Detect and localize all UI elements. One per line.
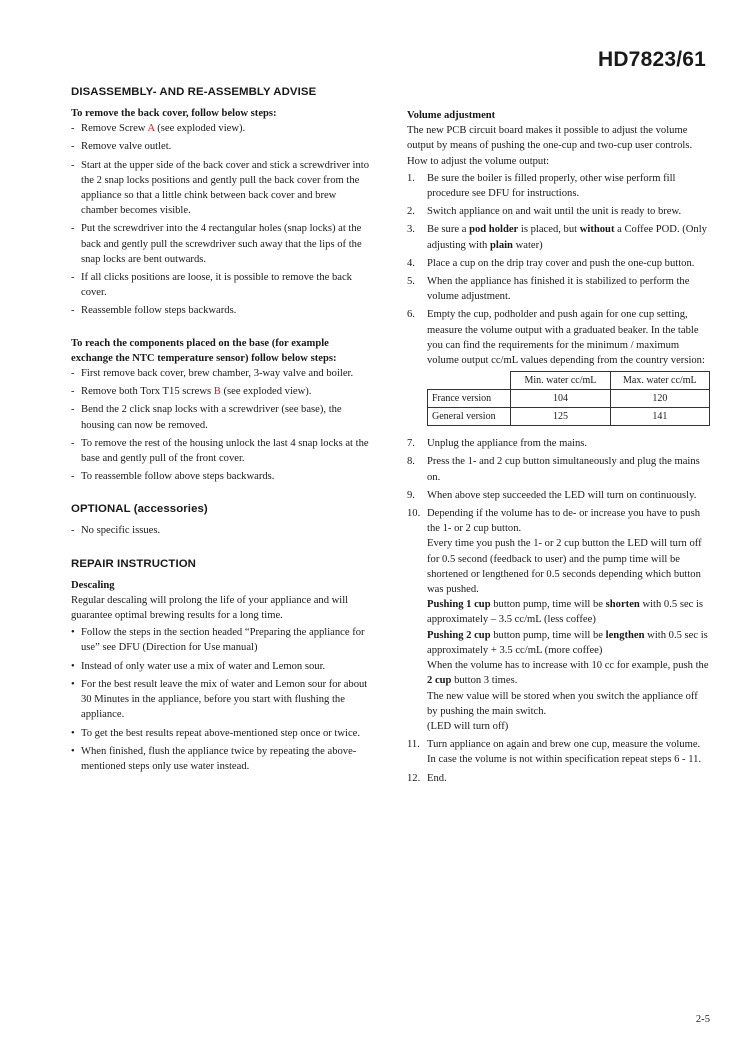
callout-letter: A <box>147 123 155 135</box>
list-item <box>71 469 371 484</box>
table-cell: 104 <box>511 390 610 408</box>
step-text-bold: Pushing 1 cup <box>427 599 491 611</box>
step-text: Empty the cup, podholder and push again for one cup setting, measure the volume output with a graduated beaker. In the table you can find the requirements for the minimum / maximum volume output cc/mL values depending from the country version: <box>427 309 705 367</box>
list-item <box>407 307 710 368</box>
step-number: 9. <box>407 489 415 501</box>
callout-letter: B <box>213 386 221 398</box>
table-cell: 120 <box>610 390 709 408</box>
list-item: - No specific issues. <box>71 523 371 538</box>
step-number: 10. <box>407 508 421 520</box>
step-text: Press the 1- and 2 cup button simultaneously and plug the mains on. <box>427 456 700 483</box>
volume-intro: The new PCB circuit board makes it possible to adjust the volume output by means of pushing the one-cup and two-cup user controls. <box>407 125 693 152</box>
section-title-disassembly: DISASSEMBLY- AND RE-ASSEMBLY ADVISE <box>71 86 317 98</box>
step-text: When the appliance has finished it is stabilized to perform the volume adjustment. <box>427 276 690 303</box>
descaling-text: Regular descaling will prolong the life of your appliance and will guarantee optimal brewing results for a long time. <box>71 594 349 622</box>
step-text: Depending if the volume has to de- or increase you have to push the 1- or 2 cup button. <box>427 508 701 535</box>
table-cell-label: France version <box>428 390 511 408</box>
step-text <box>427 628 710 658</box>
list-item <box>71 270 371 300</box>
table-row <box>428 408 710 426</box>
step-text: Every time you push the 1- or 2 cup button the LED will turn off for 0.5 second (feedback to user) and the pump time will be shortened or lengthened for 0.5 seconds depending which button was pushed. <box>427 538 702 596</box>
table-cell: 141 <box>610 408 709 426</box>
step-text: Be sure the boiler is filled properly, other wise perform fill procedure see DFU for instructions. <box>427 172 676 200</box>
list-item <box>71 402 371 432</box>
step-number: 4. <box>407 257 415 269</box>
step-number: 11. <box>407 739 420 751</box>
page-number: 2-5 <box>695 1014 710 1025</box>
step-text: button pump, time will be <box>490 599 606 611</box>
back-cover-steps <box>71 121 371 318</box>
table-cell: 125 <box>511 408 610 426</box>
descaling-title: Descaling <box>71 579 115 591</box>
step-text-bold: without <box>579 224 615 236</box>
step-text-bold: shorten <box>605 599 640 611</box>
list-item <box>71 436 371 466</box>
volume-table <box>427 371 710 426</box>
section-title-optional: OPTIONAL (accessories) <box>71 503 208 516</box>
list-item <box>71 121 371 136</box>
list-item <box>407 204 710 219</box>
list-item <box>407 436 710 451</box>
left-column <box>71 84 371 777</box>
step-text: Turn appliance on again and brew one cup, measure the volume. In case the volume is not within specification repeat steps 6 - 11. <box>427 739 702 766</box>
step-text-bold: pod holder <box>469 224 519 236</box>
step-text <box>427 597 710 627</box>
step-text: Be sure a <box>427 224 470 236</box>
step-text: Remove Screw <box>81 123 148 135</box>
list-item <box>407 274 710 304</box>
list-item <box>71 139 371 154</box>
step-number: 1. <box>407 172 415 184</box>
step-text: When the volume has to increase with 10 cc for example, push the <box>427 660 709 672</box>
table-header: Max. water cc/mL <box>610 372 709 390</box>
table-cell-label: General version <box>428 408 511 426</box>
step-text: First remove back cover, brew chamber, 3-way valve and boiler. <box>81 368 354 380</box>
step-text: Remove valve outlet. <box>81 141 172 153</box>
base-intro: To reach the components placed on the base (for example exchange the NTC temperature sensor) follow below steps: <box>71 337 337 364</box>
list-item <box>71 366 371 381</box>
list-item <box>407 171 710 201</box>
step-text: End. <box>427 772 447 784</box>
list-item: • For the best result leave the mix of water and Lemon sour for about 30 Minutes in the appliance, before you start with flushing the appliance. <box>71 677 371 723</box>
step-text: Unplug the appliance from the mains. <box>427 438 588 450</box>
list-item <box>71 384 371 399</box>
step-text: Place a cup on the drip tray cover and push the one-cup button. <box>427 257 695 269</box>
step-number: 8. <box>407 456 415 468</box>
list-item <box>407 222 710 252</box>
step-text: button pump, time will be <box>490 629 606 641</box>
step-text: button 3 times. <box>451 675 518 687</box>
volume-steps <box>407 171 710 368</box>
model-number: HD7823/61 <box>597 48 706 71</box>
volume-steps-continued <box>407 436 710 785</box>
table-corner <box>428 372 511 390</box>
step-text: The new value will be stored when you switch the appliance off by pushing the main switch. <box>427 690 698 717</box>
section-title-repair: REPAIR INSTRUCTION <box>71 557 196 570</box>
list-item <box>407 737 710 767</box>
list-item: • To get the best results repeat above-mentioned step once or twice. <box>71 726 371 741</box>
list-item: • When finished, flush the appliance twice by repeating the above-mentioned steps only use water instead. <box>71 744 371 774</box>
list-item <box>71 158 371 219</box>
list-item <box>407 488 710 503</box>
step-text: with 0.5 sec is approximately + 3.5 cc/mL (more coffee) <box>427 629 708 656</box>
step-text <box>427 658 710 688</box>
step-text: To remove the rest of the housing unlock the last 4 snap locks at the base and gently pull of the front cover. <box>81 437 369 465</box>
step-text: Switch appliance on and wait until the unit is ready to brew. <box>427 206 682 218</box>
table-header-row <box>428 372 710 390</box>
step-text: with 0.5 sec is approximately – 3.5 cc/mL (less coffee) <box>427 599 704 626</box>
table-row <box>428 390 710 408</box>
table-header: Min. water cc/mL <box>511 372 610 390</box>
step-number: 6. <box>407 309 415 321</box>
step-text: When above step succeeded the LED will turn on continuously. <box>427 489 697 501</box>
step-text: is placed, but <box>518 224 580 236</box>
step-text: (see exploded view). <box>220 386 312 398</box>
right-column <box>407 108 710 789</box>
volume-title: Volume adjustment <box>407 110 496 121</box>
step-text-bold: plain <box>489 239 513 251</box>
step-number: 5. <box>407 276 415 288</box>
step-text: To reassemble follow above steps backwards. <box>81 471 275 483</box>
step-text-bold: 2 cup <box>427 675 452 687</box>
step-text: If all clicks positions are loose, it is possible to remove the back cover. <box>81 272 352 299</box>
optional-list <box>71 523 371 538</box>
step-text: (see exploded view). <box>154 123 246 135</box>
list-item: • Follow the steps in the section headed “Preparing the appliance for use” see DFU (Direction for Use manual) <box>71 625 371 655</box>
descaling-list <box>71 625 371 774</box>
list-item <box>407 256 710 271</box>
step-number: 2. <box>407 206 415 218</box>
step-number: 12. <box>407 772 421 784</box>
step-text: a Coffee POD. (Only adjusting with <box>427 224 707 251</box>
step-text: Bend the 2 click snap locks with a screwdriver (see base), the housing can now be removed. <box>81 404 342 431</box>
back-cover-intro: To remove the back cover, follow below steps: <box>71 108 277 119</box>
step-text: (LED will turn off) <box>427 720 509 732</box>
list-item <box>71 303 371 318</box>
list-item: • Instead of only water use a mix of water and Lemon sour. <box>71 659 371 674</box>
step-text-bold: lengthen <box>605 629 645 641</box>
step-text: Put the screwdriver into the 4 rectangular holes (snap locks) at the back and gently pull the screwdriver such away that the lips of the snap locks are bent outwards. <box>81 223 362 265</box>
step-text: water) <box>512 239 543 251</box>
step-text: Reassemble follow steps backwards. <box>81 305 237 317</box>
list-item <box>71 221 371 267</box>
step-text: Remove both Torx T15 screws <box>81 386 214 398</box>
base-steps <box>71 366 371 484</box>
list-item <box>407 454 710 484</box>
step-number: 7. <box>407 438 415 450</box>
step-text: Start at the upper side of the back cover and stick a screwdriver into the 2 snap locks positions and gently pull the back cover from the appliance so that a little chink between back cover and brew chamber becomes visible. <box>81 159 369 217</box>
howto-text: How to adjust the volume output: <box>407 155 550 167</box>
list-item <box>407 506 710 734</box>
step-text-bold: Pushing 2 cup <box>427 629 491 641</box>
list-item <box>407 771 710 786</box>
step-number: 3. <box>407 224 415 236</box>
